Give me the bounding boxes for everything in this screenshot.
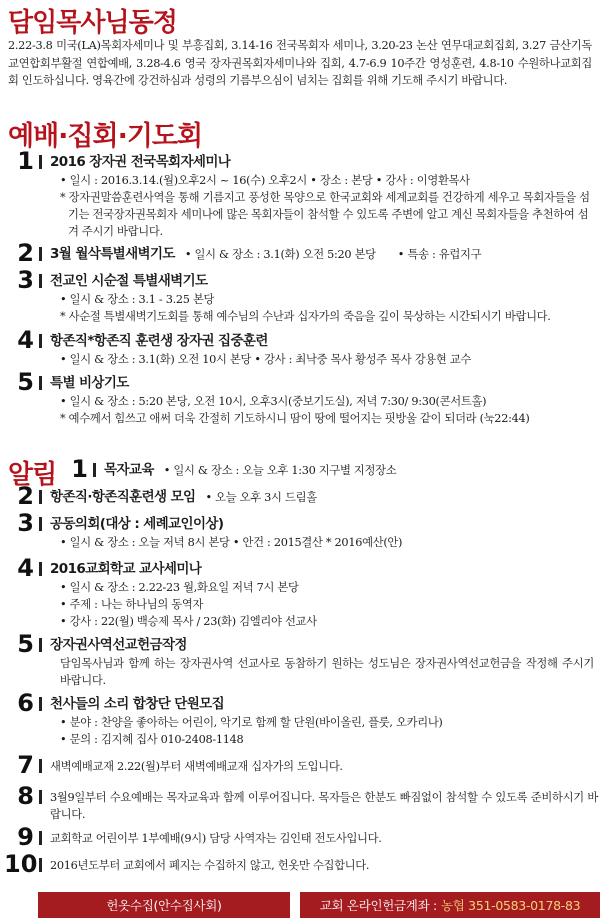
item-heading: 2016교회학교 교사세미나 — [50, 561, 202, 577]
item-heading: 천사들의 소리 합창단 단원모집 — [50, 696, 225, 712]
item-text: 교회학교 어린이부 1부예배(9시) 담당 사역자는 김인태 전도사입니다. — [50, 832, 382, 845]
item-detail: • 일시 & 장소 : 2.22-23 월,화요일 저녁 7시 본당 — [60, 581, 299, 594]
item-number: 10 — [4, 850, 38, 878]
item-heading: 특별 비상기도 — [50, 375, 129, 391]
item-note: * 장자권말씀훈련사역을 통해 기름지고 풍성한 목양으로 한국교회와 세계교회를 건강하게 세우고 목회자들을 섬기는 전국장자권목회자 세미나에 많은 목회자들이 참석할 수 있도록 주변에 알고 계신 목회자들을 추천하여 섬겨 주시기 바랍니다. — [60, 191, 590, 238]
item-detail: • 주제 : 나는 하나님의 동역자 — [60, 598, 204, 611]
item-number: 7 — [17, 751, 34, 779]
divider-bar — [39, 334, 42, 348]
item-number: 4 — [17, 554, 34, 582]
item-heading: 전교인 시순절 특별새벽기도 — [50, 273, 208, 289]
item-heading: 항존직*항존직 훈련생 장자권 집중훈련 — [50, 333, 268, 349]
divider-bar — [39, 697, 42, 711]
item-number: 4 — [17, 326, 34, 354]
item-detail: • 일시 : 2016.3.14.(월)오후2시 ~ 16(수) 오후2시 • 장소 : 본당 • 강사 : 이영환목사 — [60, 174, 470, 187]
divider-bar — [39, 247, 42, 261]
item-heading: 장자권사역선교헌금작정 — [50, 637, 187, 653]
divider-bar — [39, 155, 42, 169]
divider-bar — [39, 274, 42, 288]
footer-offering-account — [300, 892, 600, 918]
item-number: 2 — [17, 239, 34, 267]
item-detail: • 오늘 오후 3시 드림홀 — [205, 491, 317, 504]
worship-section-title: 예배·집회·기도회 — [8, 121, 203, 152]
divider-bar — [93, 463, 96, 477]
footer-account-number: 농협 351-0583-0178-83 — [440, 898, 581, 913]
item-detail-2: • 특송 : 유럽지구 — [397, 248, 482, 261]
divider-bar — [39, 562, 42, 576]
item-number: 1 — [17, 147, 34, 175]
item-note: * 예수께서 힘쓰고 애써 더욱 간절히 기도하시니 땀이 땅에 떨어지는 핏방울 같이 되더라 (눅22:44) — [60, 412, 530, 425]
item-number: 3 — [17, 509, 34, 537]
item-number: 2 — [17, 482, 34, 510]
item-detail: • 분야 : 찬양을 좋아하는 어린이, 악기로 함께 할 단원(바이올린, 플룻, 오카리나) — [60, 716, 443, 729]
divider-bar — [39, 790, 42, 804]
item-heading: 2016 장자권 전국목회자세미나 — [50, 154, 231, 170]
item-number: 1 — [71, 455, 88, 483]
divider-bar — [39, 376, 42, 390]
item-text: 3월9일부터 수요예배는 목자교육과 함께 이루어집니다. 목자들은 한분도 빠짐없이 참석할 수 있도록 준비하시기 바랍니다. — [50, 791, 598, 821]
item-heading: 항존직·항존직훈련생 모임 — [50, 489, 196, 505]
item-number: 5 — [17, 630, 34, 658]
divider-bar — [39, 490, 42, 504]
pastor-news-text: 2.22-3.8 미국(LA)목회자세미나 및 부흥집회, 3.14-16 전국목회자 세미나, 3.20-23 논산 연무대교회집회, 3.27 금산기독교연합회부활절 연합예배, 3.28-4.6 영국 장자권목회자세미나와 집회, 4.7-6.9 10주간 영성훈련, 4.8-10 수원하나교회집회 인도하십니다. 영육간에 강건하심과 성령의 기름부으심이 넘치는 집회를 위해 기도해 주시기 바랍니다. — [8, 39, 592, 87]
divider-bar — [39, 638, 42, 652]
item-heading: 3월 월삭특별새벽기도 — [50, 246, 175, 262]
item-number: 8 — [17, 782, 34, 810]
item-text: 새벽예배교재 2.22(월)부터 새벽예배교재 십자가의 도입니다. — [50, 760, 343, 773]
item-detail: 담임목사님과 함께 하는 장자권사역 선교사로 동참하기 원하는 성도님은 장자권사역선교헌금을 작정해 주시기 바랍니다. — [60, 657, 594, 687]
item-detail: • 문의 : 김지혜 집사 010-2408-1148 — [60, 733, 244, 746]
divider-bar — [39, 858, 42, 872]
divider-bar — [39, 831, 42, 845]
item-text: 2016년도부터 교회에서 폐지는 수집하지 않고, 헌옷만 수집합니다. — [50, 859, 370, 872]
item-note: * 사순절 특별새벽기도회를 통해 예수님의 수난과 십자가의 죽음을 깊이 묵상하는 시간되시기 바랍니다. — [60, 310, 551, 323]
footer-account-label: 교회 온라인헌금계좌 : — [319, 898, 437, 913]
item-number: 6 — [17, 689, 34, 717]
item-detail: • 일시 & 장소 : 5:20 본당, 오전 10시, 오후3시(중보기도실), 저녁 7:30/ 9:30(콘서트홀) — [60, 395, 487, 408]
item-number: 5 — [17, 368, 34, 396]
item-heading: 공동의회(대상 : 세례교인이상) — [50, 516, 224, 532]
item-detail: • 강사 : 22(월) 백승제 목사 / 23(화) 김엘리야 선교사 — [60, 615, 317, 628]
item-detail: • 일시 & 장소 : 3.1 - 3.25 본당 — [60, 293, 215, 306]
divider-bar — [39, 759, 42, 773]
item-detail: • 일시 & 장소 : 3.1(화) 오전 10시 본당 • 강사 : 최낙중 목사 황성주 목사 강용현 교수 — [60, 353, 472, 366]
item-detail: • 일시 & 장소 : 오늘 저녁 8시 본당 • 안건 : 2015결산 * 2016예산(안) — [60, 536, 403, 549]
footer-left-label: 헌옷수집(안수집사회) — [106, 898, 222, 913]
item-number: 9 — [17, 823, 34, 851]
footer-clothes-collection — [38, 892, 290, 918]
item-heading: 목자교육 — [104, 462, 154, 478]
notices-section-title: 알림 — [8, 460, 57, 490]
item-detail: • 일시 & 장소 : 오늘 오후 1:30 지구별 지정장소 — [163, 464, 397, 477]
divider-bar — [39, 517, 42, 531]
item-detail: • 일시 & 장소 : 3.1(화) 오전 5:20 본당 — [184, 248, 376, 261]
pastor-news-title: 담임목사님동정 — [8, 8, 177, 38]
item-number: 3 — [17, 266, 34, 294]
